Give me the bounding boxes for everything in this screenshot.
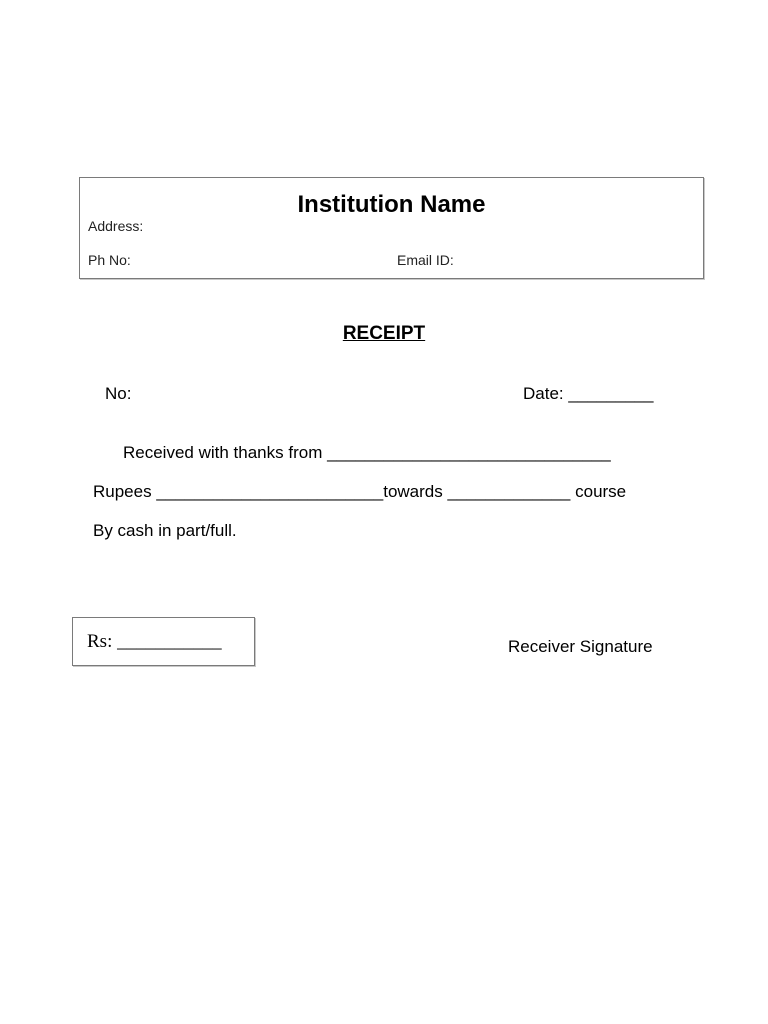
address-label: Address: bbox=[88, 218, 144, 234]
receiver-signature-label: Receiver Signature bbox=[508, 637, 653, 656]
institution-header-box bbox=[79, 177, 704, 279]
receipt-title: RECEIPT bbox=[342, 323, 426, 344]
received-from-line: Received with thanks from ______________________________ bbox=[123, 443, 611, 462]
phone-label: Ph No: bbox=[88, 252, 131, 268]
email-label: Email ID: bbox=[397, 252, 454, 268]
date-line: Date: _________ bbox=[523, 384, 654, 403]
rupees-towards-line: Rupees ________________________towards _____________ course bbox=[93, 482, 627, 501]
institution-name: Institution Name bbox=[297, 191, 486, 218]
amount-label: Rs: ___________ bbox=[87, 631, 222, 652]
amount-box bbox=[72, 617, 255, 666]
payment-mode-line: By cash in part/full. bbox=[93, 521, 237, 540]
receipt-number-label: No: bbox=[105, 384, 132, 403]
